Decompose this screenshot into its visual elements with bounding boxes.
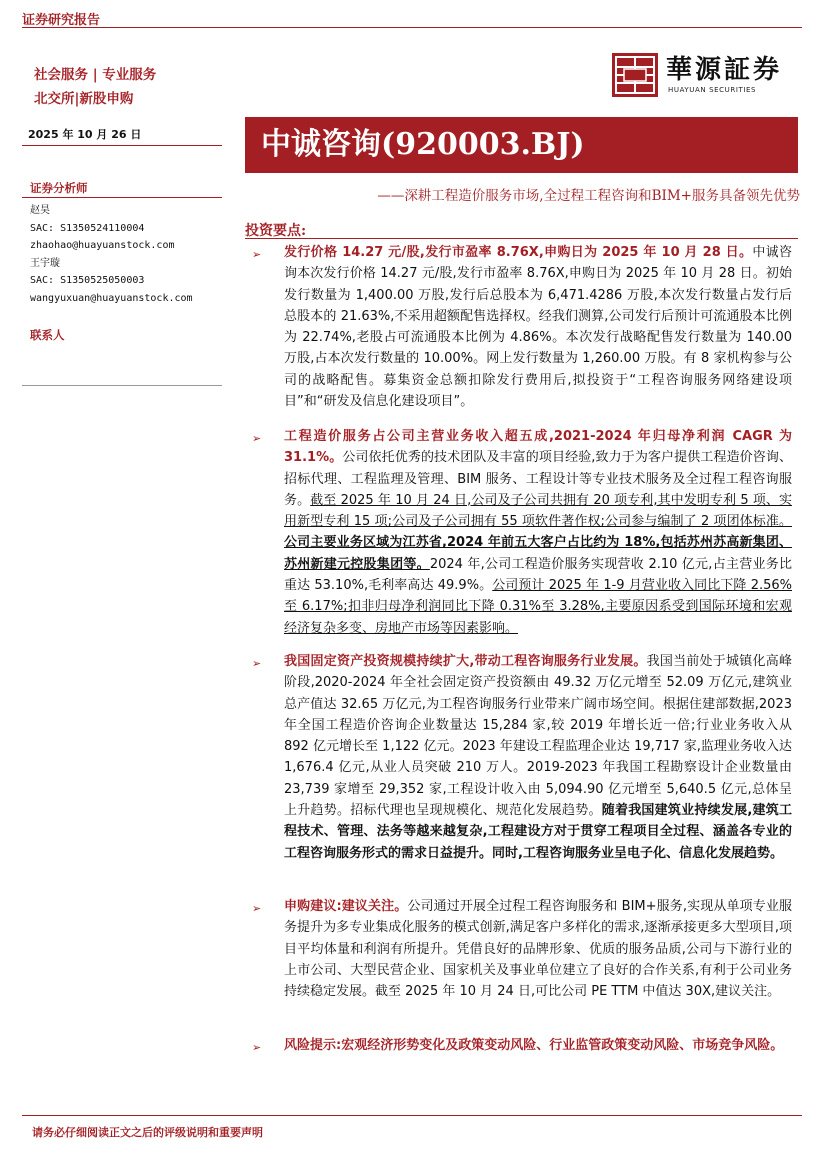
footer-divider (22, 1115, 802, 1116)
page-title: 中诚咨询(920003.BJ) (261, 127, 585, 162)
bullet-arrow-icon: ➢ (252, 248, 262, 261)
key-point-body: 中诚咨询本次发行价格 14.27 元/股,发行市盈率 8.76X,申购日为 2025 年 10 月 28 日。初始发行数量为 1,400.00 万股,发行后总股本为 6,471.4286 万股,本次发行数量占发行后总股本的 21.63%,不采用超额配售选择权。经我们测算,公司发行后预计可流通股本比例为 22.74%,老股占可流通股本比例为 4.86%。本次发行战略配售发行数量为 140.00 万股,占本次发行数量的 10.00%。网上发行数量为 1,260.00 万股。有 8 家机构参与公司的战略配售。募集资金总额扣除发行费用后,拟投资于“工程咨询服务网络建设项目”和“研发及信息化建设项目”。 (284, 245, 792, 410)
bullet-arrow-icon: ➢ (252, 432, 262, 445)
key-point-2 (284, 426, 792, 639)
key-point-4 (284, 896, 792, 1002)
analyst-name: 赵昊 (30, 205, 50, 216)
key-point-region: 公司主要业务区域为江苏省,2024 年前五大客户占比约为 18%,包括苏州苏高新集团、苏州新建元控股集团等。 (284, 535, 792, 572)
report-date: 2025 年 10 月 26 日 (28, 128, 142, 141)
analyst-name: 王宇璇 (30, 257, 60, 269)
key-point-patents: 截至 2025 年 10 月 24 日,公司及子公司共拥有 20 项专利,其中发明专利 5 项、实用新型专利 15 项;公司及子公司拥有 55 项软件著作权;公司参与编制了 2 项团体标准。 (284, 492, 792, 530)
key-point-body: 公司通过开展全过程工程咨询服务和 BIM+服务,实现从单项专业服务提升为多专业集成化服务的模式创新,满足客户多样化的需求,逐渐承接更多大型项目,项目平均体量和利润有所提升。凭借良好的品牌形象、优质的服务品质,公司与下游行业的上市公司、大型民营企业、国家机关及事业单位建立了良好的合作关系,有利于公司业务持续稳定发展。截至 2025 年 10 月 24 日,可比公司 PE TTM 中值达 30X,建议关注。 (284, 899, 792, 1000)
key-point-lead: 我国固定资产投资规模持续扩大,带动工程咨询服务行业发展。 (284, 654, 647, 669)
page-subtitle: ——深耕工程造价服务市场,全过程工程咨询和BIM+服务具备领先优势 (377, 188, 800, 204)
bullet-arrow-icon: ➢ (252, 1041, 262, 1054)
company-logo (612, 53, 802, 99)
key-point-revenue: 2024 年,公司工程造价服务实现营收 2.10 亿元,占主营业务比重达 53.10%,毛利率高达 49.9%。 (284, 556, 792, 594)
top-divider (22, 27, 802, 28)
key-point-1 (284, 242, 792, 412)
analyst-section-label: 证券分析师 (30, 181, 88, 195)
analyst-sac: SAC: S1350525050003 (30, 275, 145, 286)
key-point-5 (284, 1035, 792, 1056)
analyst-email[interactable]: zhaohao@huayuanstock.com (30, 240, 175, 251)
bullet-arrow-icon: ➢ (252, 902, 262, 915)
logo-mark-icon (612, 53, 658, 97)
key-point-body: 我国当前处于城镇化高峰阶段,2020-2024 年全社会固定资产投资额由 49.32 万亿元增至 52.09 万亿元,建筑业总产值达 32.65 万亿元,为工程咨询服务行业带来广阔市场空间。根据住建部数据,2023 年全国工程造价咨询企业数量达 15,284 家,较 2019 年增长近一倍;行业业务收入从 892 亿元增长至 1,122 亿元。2023 年建设工程监理企业达 19,717 家,监理业务收入达 1,676.4 亿元,从业人员突破 210 万人。2019-2023 年我国工程勘察设计企业数量由 23,739 家增至 29,352 家,工程设计收入由 5,094.90 亿元增至 5,640.5 亿元,总体呈上升趋势。招标代理也呈现规模化、规范化发展趋势。 (284, 654, 792, 819)
key-points-header: 投资要点: (245, 223, 307, 239)
analyst-email[interactable]: wangyuxuan@huayuanstock.com (30, 292, 193, 304)
contact-section-label: 联系人 (30, 328, 65, 342)
left-divider (22, 145, 222, 146)
industry-line-1: 社会服务 | 专业服务 (34, 67, 157, 83)
analyst-divider (22, 197, 222, 198)
analyst-sac: SAC: S1350524110004 (30, 222, 145, 234)
analyst-list (30, 202, 193, 307)
bullet-arrow-icon: ➢ (252, 657, 262, 670)
risk-warning: 风险提示:宏观经济形势变化及政策变动风险、行业监管政策变动风险、市场竞争风险。 (284, 1038, 784, 1053)
logo-name-en: HUAYUAN SECURITIES (668, 86, 757, 94)
key-point-body: 公司依托优秀的技术团队及丰富的项目经验,致力于为客户提供工程造价咨询、招标代理、工程监理及管理、BIM 服务、工程设计等专业技术服务及全过程工程咨询服务。 (284, 450, 792, 508)
industry-line-2: 北交所|新股申购 (34, 91, 134, 107)
key-point-forecast: 公司预计 2025 年 1-9 月营业收入同比下降 2.56%至 6.17%;扣非归母净利润同比下降 0.31%至 3.28%,主要原因系受到国际环境和宏观经济复杂多变、房地产市场等因素影响。 (284, 578, 792, 636)
industry-tags (34, 63, 156, 111)
contact-divider (22, 385, 222, 386)
key-point-lead: 发行价格 14.27 元/股,发行市盈率 8.76X,申购日为 2025 年 10 月 28 日。 (284, 245, 753, 260)
key-point-trend: 随着我国建筑业持续发展,建筑工程技术、管理、法务等越来越复杂,工程建设方对于贯穿工程项目全过程、涵盖各专业的工程咨询服务形式的需求日益提升。同时,工程咨询服务业呈电子化、信息化发展趋势。 (284, 803, 792, 861)
key-point-lead: 申购建议:建议关注。 (284, 899, 408, 914)
footer-disclaimer: 请务必仔细阅读正文之后的评级说明和重要声明 (32, 1126, 263, 1139)
report-type-label: 证券研究报告 (22, 13, 101, 28)
title-banner (245, 117, 798, 173)
logo-name-cn: 華源証券 (666, 55, 783, 85)
key-point-lead: 工程造价服务占公司主营业务收入超五成,2021-2024 年归母净利润 CAGR 为 31.1%。 (284, 429, 792, 466)
key-points-divider (245, 238, 798, 239)
key-point-3 (284, 651, 792, 864)
